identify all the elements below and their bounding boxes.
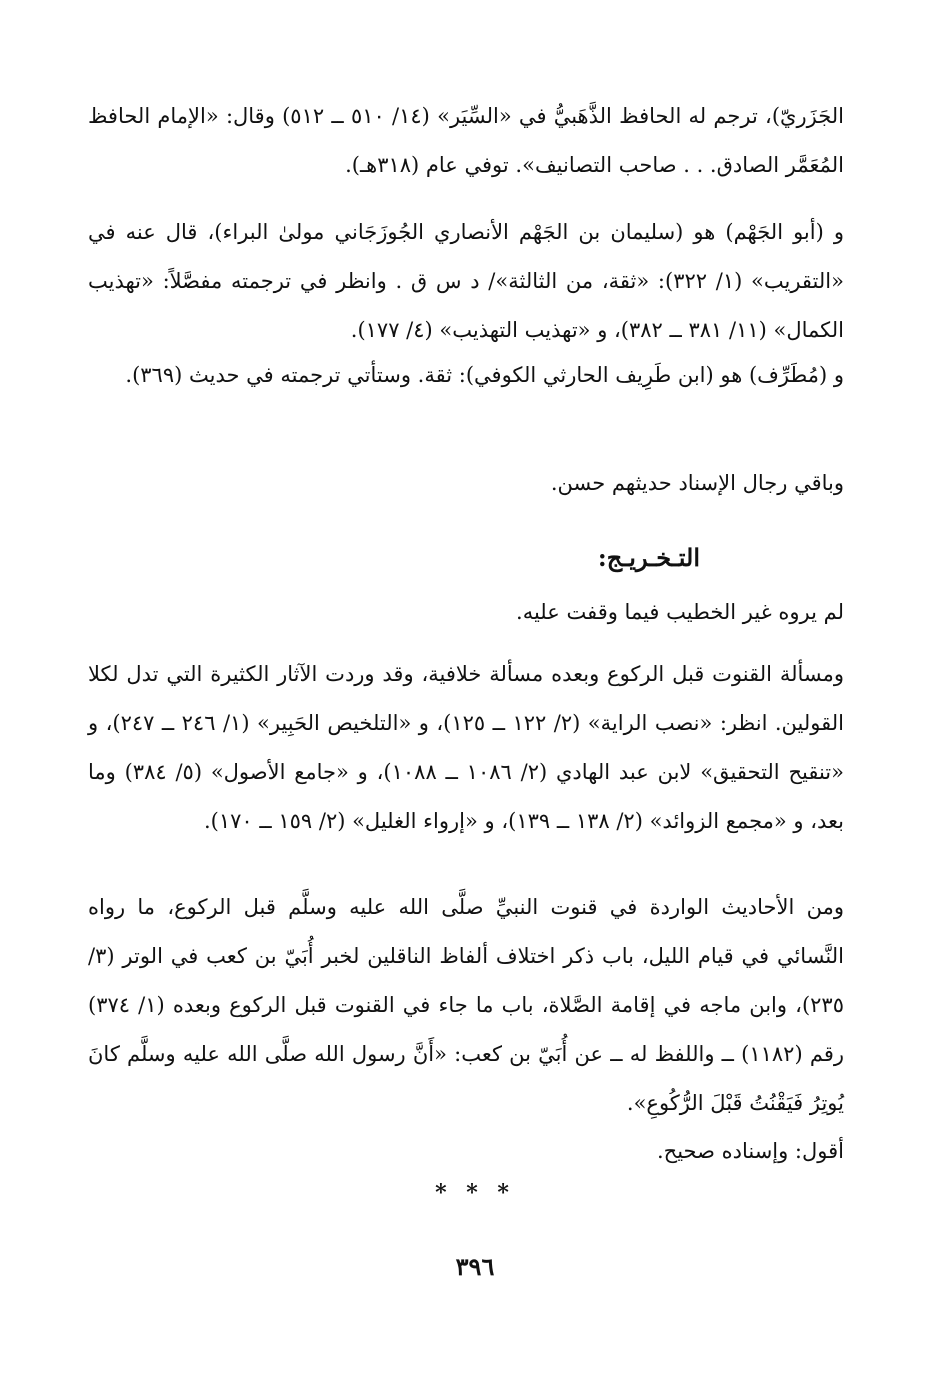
- paragraph-jazari-biography: الجَزَريّ)، ترجم له الحافظ الذَّهَبيُّ في «السِّيَر» (١٤/ ٥١٠ ــ ٥١٢) وقال: «الإمام الحافظ المُعَمَّر الصادق. . . صاحب التصانيف». توفي عام (٣١٨هـ).: [88, 104, 844, 177]
- takhrij-heading: التـخـريـج:: [597, 543, 700, 572]
- paragraph-mutarrif: و (مُطَرِّف) هو (ابن طَرِيف الحارثي الكوفي): ثقة. وستأتي ترجمته في حديث (٣٦٩).: [125, 363, 844, 387]
- paragraph-abu-al-jahm: و (أبو الجَهْم) هو (سليمان بن الجَهْم الأنصاري الجُوزَجَاني مولىٰ البراء)، قال عنه في «التقريب» (١/ ٣٢٢): «ثقة، من الثالثة»/ د س ق . وانظر في ترجمته مفصَّلاً: «تهذيب الكمال» (١١/ ٣٨١ ــ ٣٨٢)، و «تهذيب التهذيب» (٤/ ١٧٧).: [88, 220, 844, 342]
- paragraph-qunut-disagreement: ومسألة القنوت قبل الركوع وبعده مسألة خلافية، وقد وردت الآثار الكثيرة التي تدل لكلا القولين. انظر: «نصب الراية» (٢/ ١٢٢ ــ ١٢٥)، و «التلخيص الحَبِير» (١/ ٢٤٦ ــ ٢٤٧)، و «تنقيح التحقيق» لابن عبد الهادي (٢/ ١٠٨٦ ــ ١٠٨٨)، و «جامع الأصول» (٥/ ٣٨٤) وما بعد، و «مجمع الزوائد» (٢/ ١٣٨ ــ ١٣٩)، و «إرواء الغليل» (٢/ ١٥٩ ــ ١٧٠).: [88, 662, 844, 833]
- paragraph-qunut-hadiths: ومن الأحاديث الواردة في قنوت النبيِّ صلَّى الله عليه وسلَّم قبل الركوع، ما رواه النَّسائي في قيام الليل، باب ذكر اختلاف ألفاظ الناقلين لخبر أُبَيّ بن كعب في الوتر (٣/ ٢٣٥)، وابن ماجه في إقامة الصَّلاة، باب ما جاء في القنوت قبل الركوع وبعده (١/ ٣٧٤) رقم (١١٨٢) ــ واللفظ له ــ عن أُبَيّ بن كعب: «أَنَّ رسول الله صلَّى الله عليه وسلَّم كانَ يُوتِرُ فَيَقْنُتُ قَبْلَ الرُّكُوعِ».: [88, 895, 845, 1115]
- page-number: ٣٩٦: [455, 1252, 495, 1281]
- paragraph-remaining-narrators: وباقي رجال الإسناد حديثهم حسن.: [550, 471, 844, 495]
- paragraph-khatib-only: لم يروه غير الخطيب فيما وقفت عليه.: [516, 600, 844, 624]
- paragraph-isnad-verdict: أقول: وإسناده صحيح.: [656, 1139, 844, 1163]
- section-separator: * * *: [435, 1180, 515, 1206]
